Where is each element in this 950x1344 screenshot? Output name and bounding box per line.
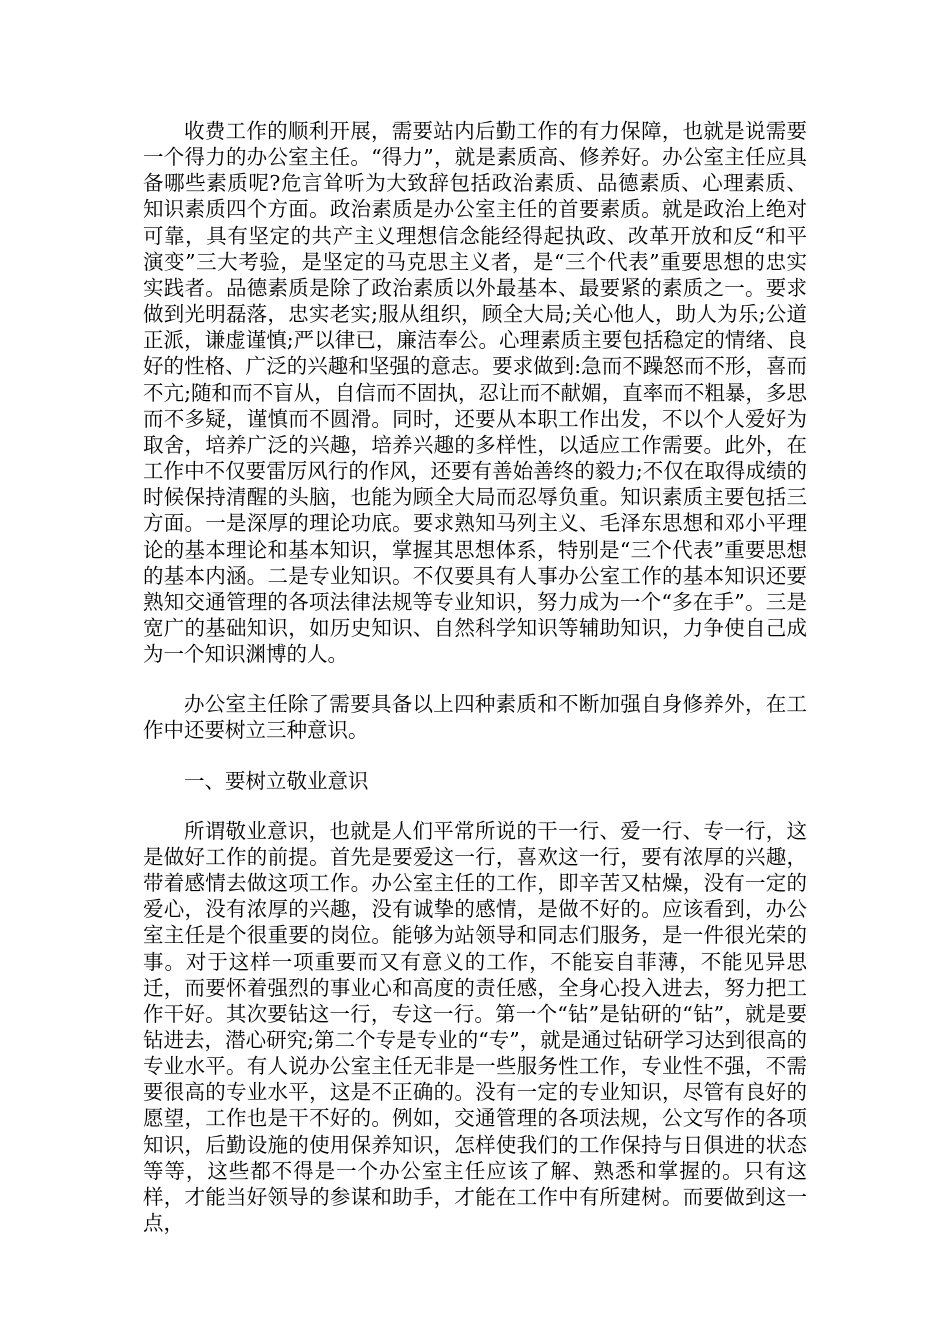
paragraph-three-awareness: 办公室主任除了需要具备以上四种素质和不断加强自身修养外，在工作中还要树立三种意识。 bbox=[143, 692, 807, 743]
document-page bbox=[143, 118, 807, 1236]
paragraph-qualities: 收费工作的顺利开展，需要站内后勤工作的有力保障，也就是说需要一个得力的办公室主任。“得力”，就是素质高、修养好。办公室主任应具备哪些素质呢?危言耸听为大致辞包括政治素质、品德素质、心理素质、知识素质四个方面。政治素质是办公室主任的首要素质。就是政治上绝对可靠，具有坚定的共产主义理想信念能经得起执政、改革开放和反“和平演变”三大考验，是坚定的马克思主义者，是“三个代表”重要思想的忠实实践者。品德素质是除了政治素质以外最基本、最要紧的素质之一。要求做到光明磊落，忠实老实;服从组织，顾全大局;关心他人，助人为乐;公道正派，谦虚谨慎;严以律已，廉洁奉公。心理素质主要包括稳定的情绪、良好的性格、广泛的兴趣和坚强的意志。要求做到:急而不躁怒而不形，喜而不亢;随和而不盲从，自信而不固执，忍让而不献媚，直率而不粗暴，多思而不多疑，谨慎而不圆滑。同时，还要从本职工作出发，不以个人爱好为取舍，培养广泛的兴趣，培养兴趣的多样性，以适应工作需要。此外，在工作中不仅要雷厉风行的作风，还要有善始善终的毅力;不仅在取得成绩的时候保持清醒的头脑，也能为顾全大局而忍辱负重。知识素质主要包括三方面。一是深厚的理论功底。要求熟知马列主义、毛泽东思想和邓小平理论的基本理论和基本知识，掌握其思想体系，特别是“三个代表”重要思想的基本内涵。二是专业知识。不仅要具有人事办公室工作的基本知识还要熟知交通管理的各项法律法规等专业知识，努力成为一个“多在手”。三是宽广的基础知识，如历史知识、自然科学知识等辅助知识，力争使自己成为一个知识渊博的人。 bbox=[143, 119, 807, 667]
paragraph-dedication: 所谓敬业意识，也就是人们平常所说的干一行、爱一行、专一行，这是做好工作的前提。首先是要爱这一行，喜欢这一行，要有浓厚的兴趣，带着感情去做这项工作。办公室主任的工作，即辛苦又枯燥，没有一定的爱心，没有浓厚的兴趣，没有诚挚的感情，是做不好的。应该看到，办公室主任是个很重要的岗位。能够为站领导和同志们服务，是一件很光荣的事。对于这样一项重要而又有意义的工作，不能妄自菲薄，不能见异思迁，而要怀着强烈的事业心和高度的责任感，全身心投入进去，努力把工作干好。其次要钻这一行，专这一行。第一个“钻”是钻研的“钻”，就是要钻进去，潜心研究;第二个专是专业的“专”，就是通过钻研学习达到很高的专业水平。有人说办公室主任无非是一些服务性工作，专业性不强，不需要很高的专业水平，这是不正确的。没有一定的专业知识，尽管有良好的愿望，工作也是干不好的。例如，交通管理的各项法规，公文写作的各项知识，后勤设施的使用保养知识，怎样使我们的工作保持与日俱进的状态等等，这些都不得是一个办公室主任应该了解、熟悉和掌握的。只有这样，才能当好领导的参谋和助手，才能在工作中有所建树。而要做到这一点， bbox=[143, 818, 807, 1236]
section-heading: 一、要树立敬业意识 bbox=[184, 768, 369, 793]
